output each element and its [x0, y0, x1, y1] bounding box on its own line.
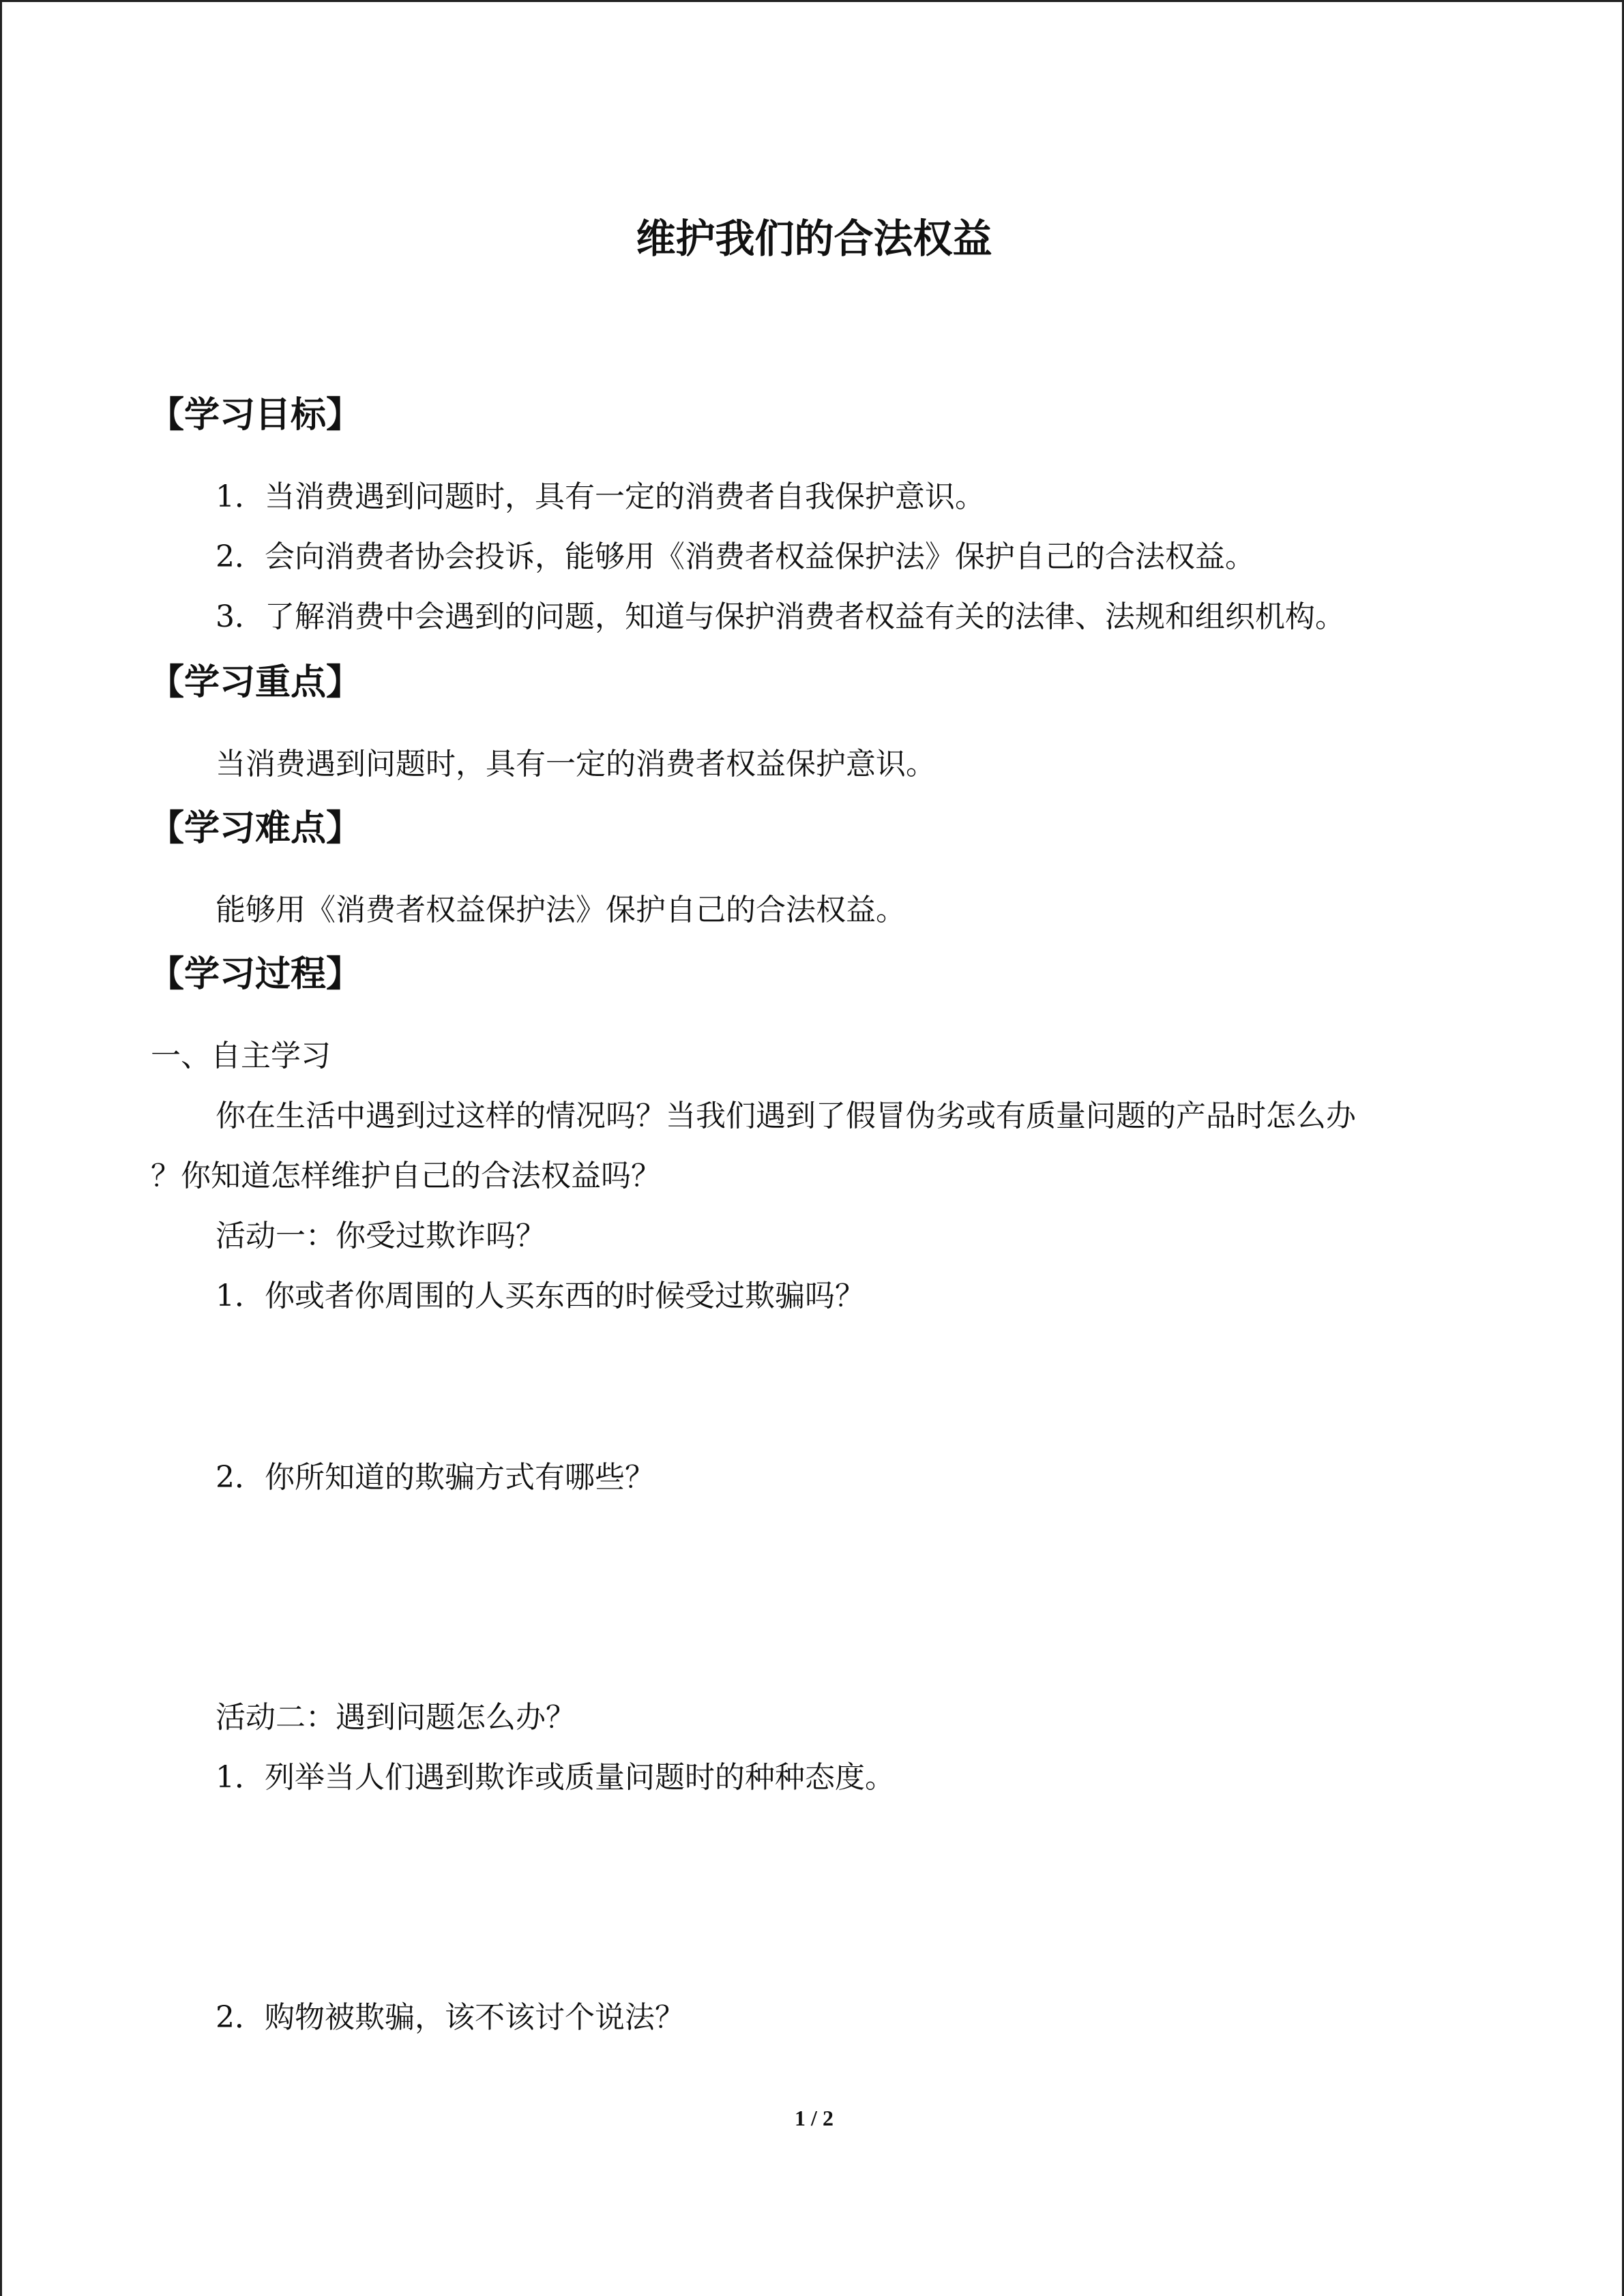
heading-objectives: 【学习目标】: [149, 395, 362, 436]
intro-line-1: 你在生活中遇到过这样的情况吗？当我们遇到了假冒伪劣或有质量问题的产品时怎么办: [216, 1099, 1356, 1133]
activity2-question-2: 2．购物被欺骗，该不该讨个说法？: [216, 2000, 685, 2035]
heading-key-points: 【学习重点】: [149, 662, 362, 703]
activity1-title: 活动一：你受过欺诈吗？: [216, 1219, 546, 1253]
heading-difficulties: 【学习难点】: [149, 808, 362, 849]
activity2-title: 活动二：遇到问题怎么办？: [216, 1700, 576, 1735]
objective-item-2: 2．会向消费者协会投诉，能够用《消费者权益保护法》保护自己的合法权益。: [216, 539, 1255, 574]
objective-item-1: 1．当消费遇到问题时，具有一定的消费者自我保护意识。: [216, 479, 985, 514]
part1-title: 一、自主学习: [151, 1039, 331, 1073]
key-points-text: 当消费遇到问题时，具有一定的消费者权益保护意识。: [216, 747, 936, 781]
intro-line-2: ？你知道怎样维护自己的合法权益吗？: [151, 1159, 661, 1193]
objective-item-3: 3．了解消费中会遇到的问题，知道与保护消费者权益有关的法律、法规和组织机构。: [216, 599, 1345, 634]
page-number: 1 / 2: [795, 2106, 833, 2130]
document-title: 维护我们的合法权益: [636, 215, 992, 262]
heading-process: 【学习过程】: [149, 954, 362, 995]
difficulties-text: 能够用《消费者权益保护法》保护自己的合法权益。: [216, 893, 906, 927]
activity1-question-1: 1．你或者你周围的人买东西的时候受过欺骗吗？: [216, 1279, 865, 1313]
activity1-question-2: 2．你所知道的欺骗方式有哪些？: [216, 1460, 655, 1495]
activity2-question-1: 1．列举当人们遇到欺诈或质量问题时的种种态度。: [216, 1760, 895, 1795]
